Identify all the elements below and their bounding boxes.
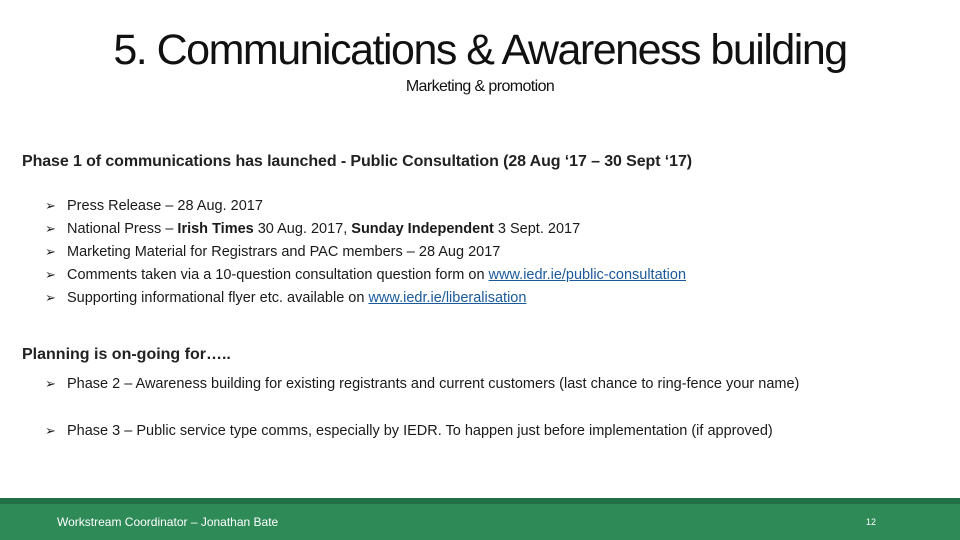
phase2-item xyxy=(45,376,799,392)
bullet-text: Comments taken via a 10-question consultation question form on xyxy=(67,267,489,283)
planning-heading: Planning is on-going for….. xyxy=(22,346,231,363)
bullet-bold-sunday-independent: Sunday Independent xyxy=(351,221,494,237)
bullet-text: 3 Sept. 2017 xyxy=(493,221,581,237)
slide-subtitle: Marketing & promotion xyxy=(405,78,555,95)
footer-coordinator: Workstream Coordinator – Jonathan Bate xyxy=(57,515,279,529)
bullet-national-press xyxy=(45,217,686,240)
bullet-flyer xyxy=(45,286,686,309)
phase3-item xyxy=(45,423,773,439)
bullet-press-release xyxy=(45,194,686,217)
bullet-text: Marketing Material for Registrars and PAC members – 28 Aug 2017 xyxy=(67,244,501,260)
footer-band xyxy=(0,498,960,504)
slide-number: 12 xyxy=(865,517,876,527)
arrow-bullet-icon: ➢ xyxy=(45,221,56,236)
bullet-text: Supporting informational flyer etc. available on xyxy=(67,290,369,306)
arrow-bullet-icon: ➢ xyxy=(45,198,56,213)
arrow-bullet-icon: ➢ xyxy=(45,290,56,305)
phase3-text: Phase 3 – Public service type comms, especially by IEDR. To happen just before implementation (if approved) xyxy=(67,423,773,439)
phase1-bullet-list xyxy=(45,194,686,309)
phase1-heading: Phase 1 of communications has launched - Public Consultation (28 Aug ‘17 – 30 Sept ‘17) xyxy=(22,153,692,170)
arrow-bullet-icon: ➢ xyxy=(45,244,56,259)
phase2-text: Phase 2 – Awareness building for existing registrants and current customers (last chance to ring-fence your name) xyxy=(67,376,800,392)
bullet-text: National Press – xyxy=(67,221,178,237)
arrow-bullet-icon: ➢ xyxy=(45,423,56,438)
bullet-text: Press Release – 28 Aug. 2017 xyxy=(67,198,263,214)
liberalisation-link[interactable]: www.iedr.ie/liberalisation xyxy=(368,290,527,306)
bullet-comments xyxy=(45,263,686,286)
bullet-bold-irish-times: Irish Times xyxy=(177,221,254,237)
footer-bar xyxy=(0,498,960,540)
public-consultation-link[interactable]: www.iedr.ie/public-consultation xyxy=(488,267,687,283)
bullet-text: 30 Aug. 2017, xyxy=(253,221,352,237)
arrow-bullet-icon: ➢ xyxy=(45,376,56,391)
bullet-marketing-material xyxy=(45,240,686,263)
slide-title: 5. Communications & Awareness building xyxy=(113,26,847,74)
arrow-bullet-icon: ➢ xyxy=(45,267,56,282)
